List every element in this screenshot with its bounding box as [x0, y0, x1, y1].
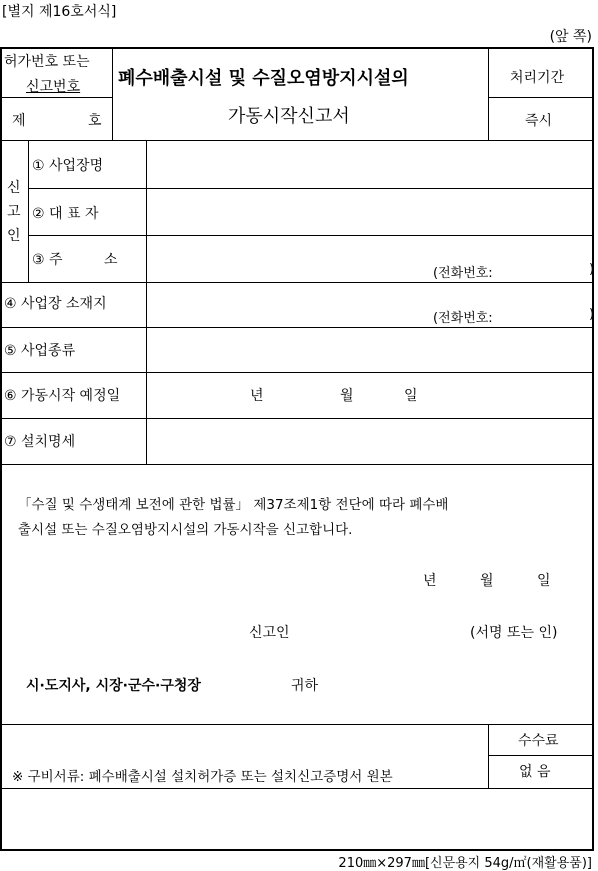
facility-detail-field[interactable]	[148, 419, 592, 463]
start-date-field[interactable]	[148, 373, 592, 417]
location-phone-close: )	[589, 307, 595, 322]
business-name-label: ① 사업장명	[32, 158, 104, 174]
start-date-day: 일	[404, 388, 418, 404]
divider	[1, 464, 593, 465]
business-type-label: ⑤ 사업종류	[4, 343, 76, 359]
declarant-group-label-3: 인	[7, 228, 21, 244]
permit-label-line2: 신고번호	[26, 79, 81, 95]
fee-value: 없 음	[519, 764, 551, 780]
processing-label: 처리기간	[510, 70, 565, 86]
paper-spec: 210㎜×297㎜[신문용지 54g/㎡(재활용품)]	[338, 856, 592, 871]
divider	[1, 97, 112, 98]
location-field[interactable]	[148, 283, 595, 326]
business-type-field[interactable]	[148, 328, 592, 371]
addressee-suffix: 귀하	[291, 678, 319, 694]
divider	[1, 724, 593, 725]
divider	[488, 97, 593, 98]
address-phone-label: (전화번호:	[433, 266, 493, 281]
start-date-year: 년	[250, 388, 264, 404]
signature-field[interactable]	[300, 618, 460, 642]
facility-detail-label: ⑦ 설치명세	[4, 434, 76, 450]
address-field[interactable]	[148, 236, 595, 281]
location-label: ④ 사업장 소재지	[4, 296, 107, 312]
number-suffix: 호	[88, 113, 102, 129]
start-date-label: ⑥ 가동시작 예정일	[4, 388, 121, 404]
address-phone-close: )	[589, 262, 595, 277]
form-title-line1: 폐수배출시설 및 수질오염방지시설의	[118, 68, 409, 89]
required-documents: ※ 구비서류: 폐수배출시설 설치허가증 또는 설치신고증명서 원본	[12, 769, 393, 785]
signature-or-seal: (서명 또는 인)	[470, 625, 558, 641]
address-label-start: ③ 주	[32, 252, 63, 268]
divider	[1, 788, 593, 789]
divider	[1, 140, 593, 141]
business-name-field[interactable]	[148, 142, 592, 187]
page-side: (앞 쪽)	[549, 29, 592, 45]
address-label-end: 소	[104, 252, 118, 268]
form-title-line2: 가동시작신고서	[228, 106, 350, 127]
fee-label: 수수료	[518, 733, 559, 749]
start-date-month: 월	[340, 388, 354, 404]
form-number: [별지 제16호서식]	[2, 4, 117, 20]
divider	[112, 48, 113, 140]
location-phone-label: (전화번호:	[433, 311, 493, 326]
statement-line1: 「수질 및 수생태계 보전에 관한 법률」 제37조제1항 전단에 따라 폐수배	[18, 497, 449, 513]
declarant-group-label-1: 신	[7, 180, 21, 196]
divider	[488, 755, 593, 756]
statement-day: 일	[537, 573, 551, 589]
divider	[488, 48, 489, 140]
representative-label: ② 대 표 자	[32, 206, 99, 222]
divider	[28, 141, 29, 282]
representative-field[interactable]	[148, 189, 592, 234]
statement-year: 년	[423, 573, 437, 589]
processing-value: 즉시	[525, 113, 553, 129]
addressee: 시·도지사, 시장·군수·구청장	[26, 678, 201, 694]
number-prefix: 제	[12, 113, 26, 129]
declarant-group-label-2: 고	[7, 204, 21, 220]
statement-month: 월	[480, 573, 494, 589]
divider	[146, 141, 147, 464]
permit-label-line1: 허가번호 또는	[4, 54, 90, 70]
divider	[488, 725, 489, 788]
declarant-signature-label: 신고인	[249, 625, 290, 641]
statement-line2: 출시설 또는 수질오염방지시설의 가동시작을 신고합니다.	[18, 522, 353, 538]
